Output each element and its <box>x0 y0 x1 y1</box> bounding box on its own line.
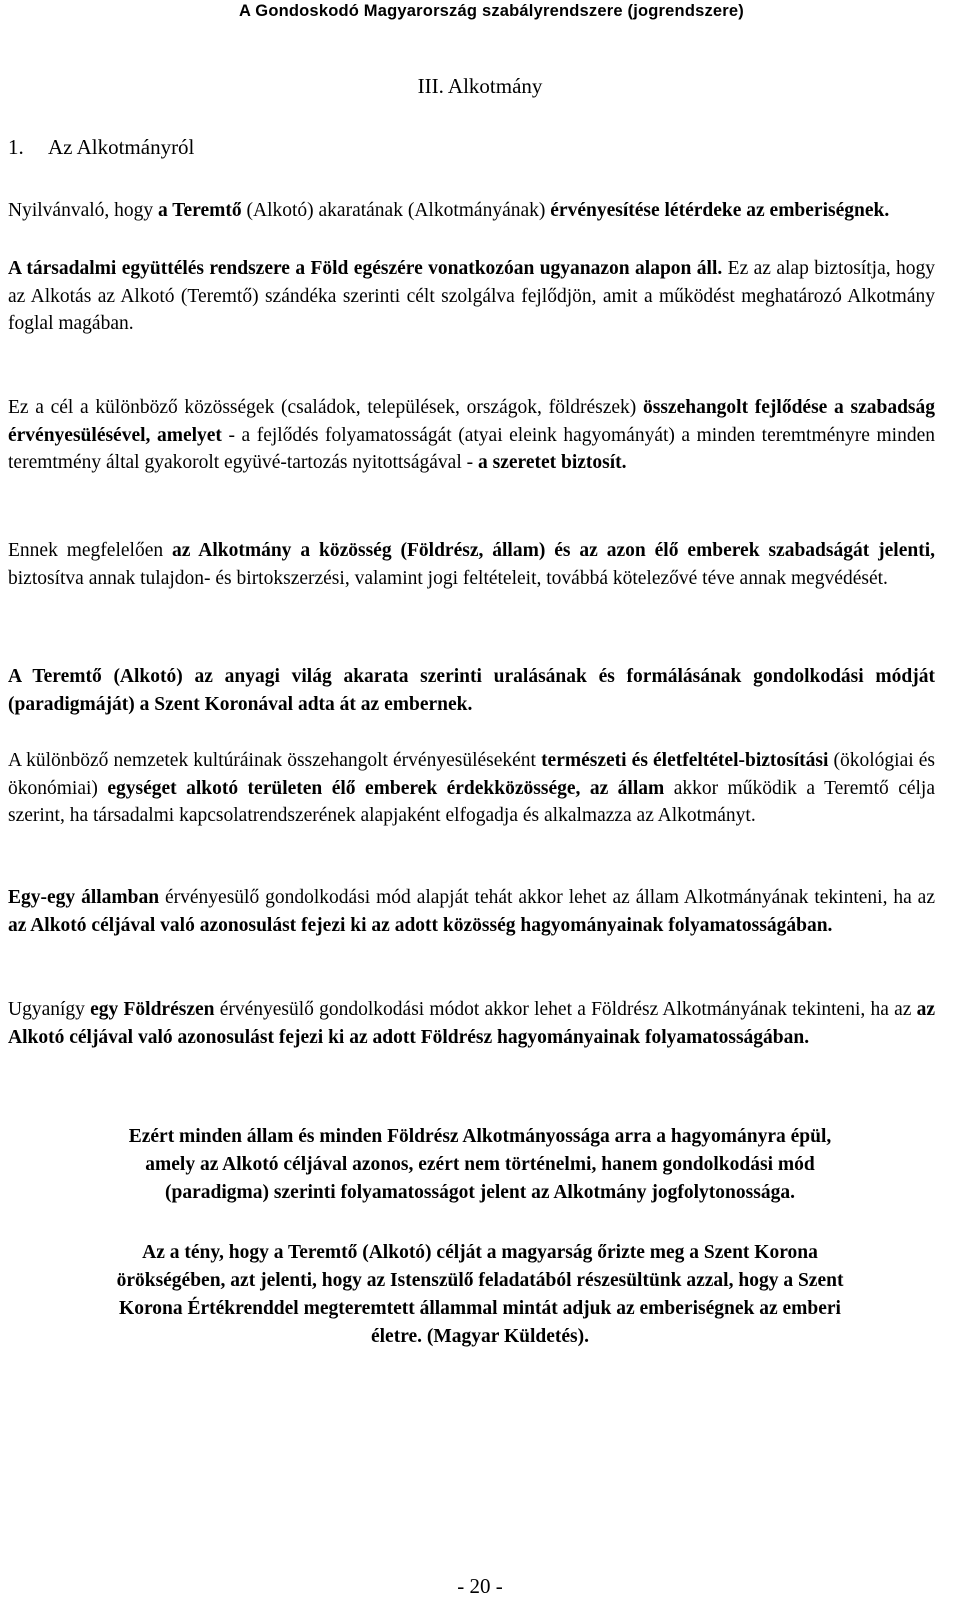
text-run: A különböző nemzetek kultúráinak összehangolt érvényesüléseként <box>8 750 542 771</box>
section-number: 1. <box>8 135 24 159</box>
paragraph-4 <box>8 537 935 592</box>
bold-run: összehangolt fejlődése a szabadság érvényesülésével, amelyet <box>8 397 936 446</box>
text-run: (Alkotó) akaratának (Alkotmányának) <box>241 200 551 221</box>
text-run: - a fejlődés folyamatosságát (atyai eleink hagyományát) a minden teremtményre minden teremtmény által gyakorolt együvé-tartozás nyitottságával - <box>8 424 935 473</box>
bold-run: az Alkotó céljával való azonosulást fejezi ki az adott közösség hagyományainak folyamatosságában. <box>8 914 833 936</box>
text-run: Ennek megfelelően <box>8 540 173 561</box>
bold-run: természeti és életfeltétel-biztosítási <box>541 750 829 771</box>
bold-run: a Teremtő <box>158 200 242 221</box>
paragraph-1 <box>8 197 935 225</box>
text-run: Ugyanígy <box>8 999 91 1020</box>
text-run: Ez a cél a különböző közösségek (családok, települések, országok, földrészek) <box>8 397 643 418</box>
bold-run: az Alkotó céljával való azonosulást fejezi ki az adott Földrész hagyományainak folyamatosságában. <box>8 999 936 1048</box>
bold-run: egy Földrészen <box>90 999 215 1020</box>
bold-run: A társadalmi együttélés rendszere a Föld egészére vonatkozóan ugyanazon alapon áll. <box>8 258 723 279</box>
document-title: III. Alkotmány <box>417 74 543 98</box>
paragraph-3 <box>8 394 935 477</box>
centered-line: Korona Értékrenddel megteremtett állammal mintát adjuk az emberiségnek az emberi <box>119 1298 841 1319</box>
paragraph-6 <box>8 747 935 830</box>
bold-run: érvényesítése létérdeke az emberiségnek. <box>550 200 890 221</box>
bold-run: egységet alkotó területen élő emberek érdekközössége, az állam <box>107 777 665 799</box>
centered-line: örökségében, azt jelenti, hogy az Istenszülő feladatából részesültünk azzal, hogy a Szent <box>116 1270 844 1291</box>
bold-run: az Alkotmány a közösség (Földrész, állam) és az azon élő emberek szabadságát jelenti, <box>172 540 935 561</box>
centered-line: Ezért minden állam és minden Földrész Alkotmányossága arra a hagyományra épül, <box>128 1126 832 1147</box>
centered-line: (paradigma) szerinti folyamatosságot jelent az Alkotmány jogfolytonossága. <box>165 1182 795 1203</box>
text-run: biztosítva annak tulajdon- és birtokszerzési, valamint jogi feltételeit, továbbá kötelezővé téve annak megvédését. <box>8 567 888 589</box>
section-heading <box>8 135 194 160</box>
centered-line: amely az Alkotó céljával azonos, ezért nem történelmi, hanem gondolkodási mód <box>145 1154 815 1175</box>
bold-run: A Teremtő (Alkotó) az anyagi világ akarata szerinti uralásának és formálásának gondolkodási módját (paradigmáját) a Szent Koronával adta át az embernek. <box>8 666 935 715</box>
centered-paragraph-1 <box>0 1123 960 1207</box>
text-run: érvényesülő gondolkodási mód alapját tehát akkor lehet az állam Alkotmányának tekinteni, ha az <box>159 887 935 908</box>
paragraph-2 <box>8 255 935 338</box>
page-number: - 20 - <box>457 1574 503 1598</box>
text-run: akkor működik a Teremtő célja szerint, ha társadalmi kapcsolatrendszerének alapjaként elfogadja és alkalmazza az Alkotmányt. <box>8 777 936 826</box>
text-run: Ez az alap biztosítja, hogy az Alkotás az Alkotó (Teremtő) szándéka szerinti célt szolgálva fejlődjön, amit a működést meghatározó Alkotmány foglal magában. <box>8 258 936 334</box>
text-run: Nyilvánvaló, hogy <box>8 200 159 221</box>
running-header: A Gondoskodó Magyarország szabályrendszere (jogrendszere) <box>239 2 744 20</box>
paragraph-7 <box>8 884 935 939</box>
centered-line: életre. (Magyar Küldetés). <box>370 1326 590 1347</box>
paragraph-8 <box>8 996 935 1051</box>
section-title: Az Alkotmányról <box>48 135 195 159</box>
bold-run: Egy-egy államban <box>8 887 160 908</box>
centered-paragraph-2 <box>0 1239 960 1351</box>
text-run: (ökológiai és ökonómiai) <box>8 750 935 799</box>
bold-run: a szeretet biztosít. <box>478 452 627 473</box>
text-run: érvényesülő gondolkodási módot akkor lehet a Földrész Alkotmányának tekinteni, ha az <box>214 999 917 1020</box>
centered-line: Az a tény, hogy a Teremtő (Alkotó) célját a magyarság őrizte meg a Szent Korona <box>142 1242 818 1263</box>
paragraph-5 <box>8 663 935 718</box>
